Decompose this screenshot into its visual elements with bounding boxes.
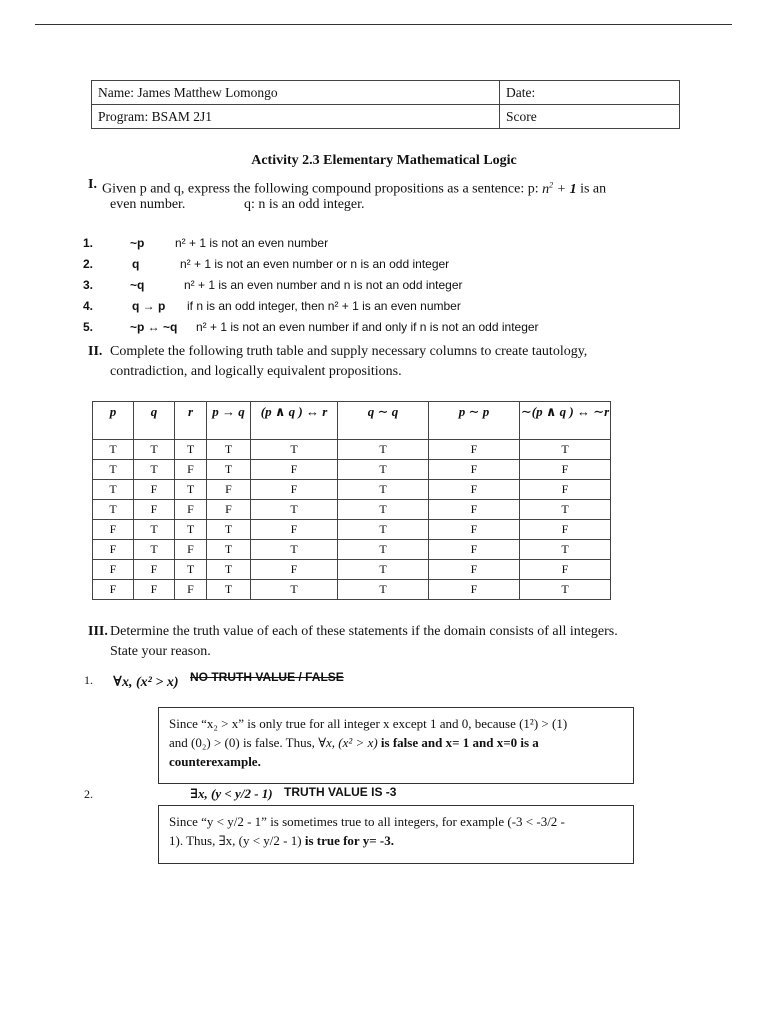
table-cell: F: [429, 440, 520, 460]
table-cell: F: [520, 560, 611, 580]
table-cell: T: [134, 440, 175, 460]
col-header: p: [93, 402, 134, 440]
table-cell: F: [520, 460, 611, 480]
table-cell: T: [175, 560, 207, 580]
q1-box-line2a: and (0₂) > (0) is false. Thus,: [169, 735, 315, 750]
table-cell: T: [207, 580, 251, 600]
item-answer: if n is an odd integer, then n² + 1 is an even number: [187, 299, 461, 313]
activity-title: Activity 2.3 Elementary Mathematical Logic: [251, 153, 517, 168]
item-symbol: ~p: [130, 236, 145, 250]
table-cell: T: [207, 460, 251, 480]
item-number: 2.: [83, 257, 94, 271]
table-cell: T: [338, 580, 429, 600]
table-cell: F: [429, 560, 520, 580]
q1-statement: ∀x, (x² > x): [113, 675, 179, 690]
q2-box-line2a: 1). Thus, ∃x, (y < y/2 - 1): [169, 833, 302, 848]
col-header: p → q: [207, 402, 251, 440]
table-cell: F: [207, 500, 251, 520]
table-cell: F: [251, 520, 338, 540]
section3-line1: Determine the truth value of each of these statements if the domain consists of all integers.: [110, 624, 618, 639]
q1-number: 1.: [84, 673, 93, 687]
item-number: 4.: [83, 299, 94, 313]
list-item: [83, 236, 329, 250]
q1-verdict: NO TRUTH VALUE / FALSE: [190, 670, 344, 684]
table-cell: F: [134, 500, 175, 520]
table-cell: F: [175, 460, 207, 480]
item-answer: n² + 1 is not an even number or n is an odd integer: [180, 257, 450, 271]
item-number: 5.: [83, 320, 94, 334]
truth-table: [92, 401, 611, 600]
table-cell: T: [338, 560, 429, 580]
col-header: q ∼ q: [338, 402, 429, 440]
table-cell: T: [251, 440, 338, 460]
table-cell: F: [429, 500, 520, 520]
name-cell: Name: James Matthew Lomongo: [92, 81, 500, 105]
col-header: r: [175, 402, 207, 440]
section2-line2: contradiction, and logically equivalent propositions.: [110, 364, 402, 379]
q2-number: 2.: [84, 787, 93, 801]
q1-box-stmt: ∀x, (x² > x): [318, 735, 378, 750]
q-definition: q: n is an odd integer.: [244, 197, 365, 212]
section1-intro: [102, 175, 672, 200]
item-number: 3.: [83, 278, 94, 292]
table-cell: F: [520, 520, 611, 540]
table-cell: T: [338, 440, 429, 460]
table-cell: F: [93, 520, 134, 540]
q2-box-line1: Since “y < y/2 - 1” is sometimes true to all integers, for example (-3 < -3/2 -: [169, 814, 565, 829]
item-symbol: ~q: [130, 278, 145, 292]
table-cell: T: [520, 580, 611, 600]
table-cell: F: [429, 460, 520, 480]
q2-box-line2b: is true for y= -3.: [304, 833, 394, 848]
section3-roman: III.: [88, 624, 108, 639]
q1-box-line2: [169, 733, 623, 752]
table-row: [93, 520, 611, 540]
table-cell: T: [338, 480, 429, 500]
table-cell: T: [93, 440, 134, 460]
date-cell: Date:: [500, 81, 680, 105]
table-cell: F: [520, 480, 611, 500]
table-cell: F: [175, 580, 207, 600]
table-cell: T: [207, 520, 251, 540]
list-item: [83, 257, 450, 271]
table-cell: F: [429, 480, 520, 500]
table-cell: T: [134, 460, 175, 480]
table-cell: T: [93, 500, 134, 520]
q1-box-line2c: is false and x= 1 and x=0 is a: [380, 735, 539, 750]
table-cell: T: [338, 500, 429, 520]
table-cell: T: [207, 560, 251, 580]
table-row: [93, 540, 611, 560]
q2-verdict: TRUTH VALUE IS -3: [284, 785, 397, 799]
section1-roman: I.: [88, 177, 97, 192]
table-cell: F: [175, 500, 207, 520]
section1-intro-text: Given p and q, express the following compound propositions as a sentence: p:: [102, 181, 539, 197]
table-cell: T: [175, 480, 207, 500]
program-cell: Program: BSAM 2J1: [92, 105, 500, 129]
section2-roman: II.: [88, 344, 103, 359]
p-def-tail: is an: [580, 181, 607, 197]
top-rule: [35, 24, 732, 25]
item-answer: n² + 1 is not an even number: [175, 236, 329, 250]
col-header: (p ∧ q ) ↔ r: [251, 402, 338, 440]
table-cell: T: [338, 520, 429, 540]
q2-box-line2: [169, 831, 623, 850]
table-cell: T: [93, 480, 134, 500]
table-cell: T: [134, 520, 175, 540]
table-cell: F: [134, 560, 175, 580]
table-cell: F: [134, 580, 175, 600]
item-answer: n² + 1 is an even number and n is not an odd integer: [184, 278, 463, 292]
table-cell: F: [429, 520, 520, 540]
table-row: [93, 440, 611, 460]
section2-line1: Complete the following truth table and supply necessary columns to create tautology,: [110, 344, 588, 359]
col-header: p ∼ p: [429, 402, 520, 440]
table-cell: T: [175, 520, 207, 540]
table-cell: F: [429, 580, 520, 600]
section1-list: [83, 236, 643, 346]
list-item: [83, 320, 539, 334]
col-header: q: [134, 402, 175, 440]
truth-table-body: [93, 440, 611, 600]
table-row: [93, 460, 611, 480]
table-cell: T: [520, 500, 611, 520]
table-cell: T: [251, 540, 338, 560]
table-row: [93, 560, 611, 580]
item-number: 1.: [83, 236, 94, 250]
item-symbol: q → p: [132, 299, 166, 313]
table-cell: T: [338, 460, 429, 480]
table-row: [93, 480, 611, 500]
table-cell: T: [251, 580, 338, 600]
list-item: [83, 299, 461, 313]
q2-statement: ∃x, (y < y/2 - 1): [190, 786, 273, 801]
table-cell: T: [134, 540, 175, 560]
p-expression: $n^2 + 1$: [542, 180, 577, 197]
table-cell: F: [93, 540, 134, 560]
table-cell: T: [520, 440, 611, 460]
table-cell: T: [251, 500, 338, 520]
q1-explanation-box: [158, 707, 634, 784]
q2-explanation-box: [158, 805, 634, 864]
score-cell: Score: [500, 105, 680, 129]
table-cell: F: [207, 480, 251, 500]
q1-box-line1: Since “x₂ > x” is only true for all integer x except 1 and 0, because (1²) > (1): [169, 716, 568, 731]
table-cell: F: [175, 540, 207, 560]
table-row: [93, 500, 611, 520]
header-table: [91, 80, 680, 129]
table-cell: T: [520, 540, 611, 560]
table-cell: T: [207, 440, 251, 460]
table-cell: F: [429, 540, 520, 560]
table-cell: F: [251, 460, 338, 480]
item-symbol: q: [132, 257, 140, 271]
q1-box-line3: counterexample.: [169, 754, 261, 769]
section3-line2: State your reason.: [110, 644, 211, 659]
item-symbol: ~p ↔ ~q: [130, 320, 178, 334]
col-header: ∼(p ∧ q ) ↔ ∼r: [520, 402, 611, 440]
table-cell: T: [338, 540, 429, 560]
table-cell: F: [134, 480, 175, 500]
table-cell: T: [207, 540, 251, 560]
table-row: [93, 580, 611, 600]
truth-table-header: [93, 402, 611, 440]
table-cell: F: [251, 560, 338, 580]
table-cell: F: [93, 560, 134, 580]
table-cell: F: [93, 580, 134, 600]
section1-line2: even number.: [110, 197, 186, 212]
list-item: [83, 278, 463, 292]
item-answer: n² + 1 is not an even number if and only if n is not an odd integer: [196, 320, 539, 334]
table-cell: F: [251, 480, 338, 500]
table-cell: T: [175, 440, 207, 460]
table-cell: T: [93, 460, 134, 480]
